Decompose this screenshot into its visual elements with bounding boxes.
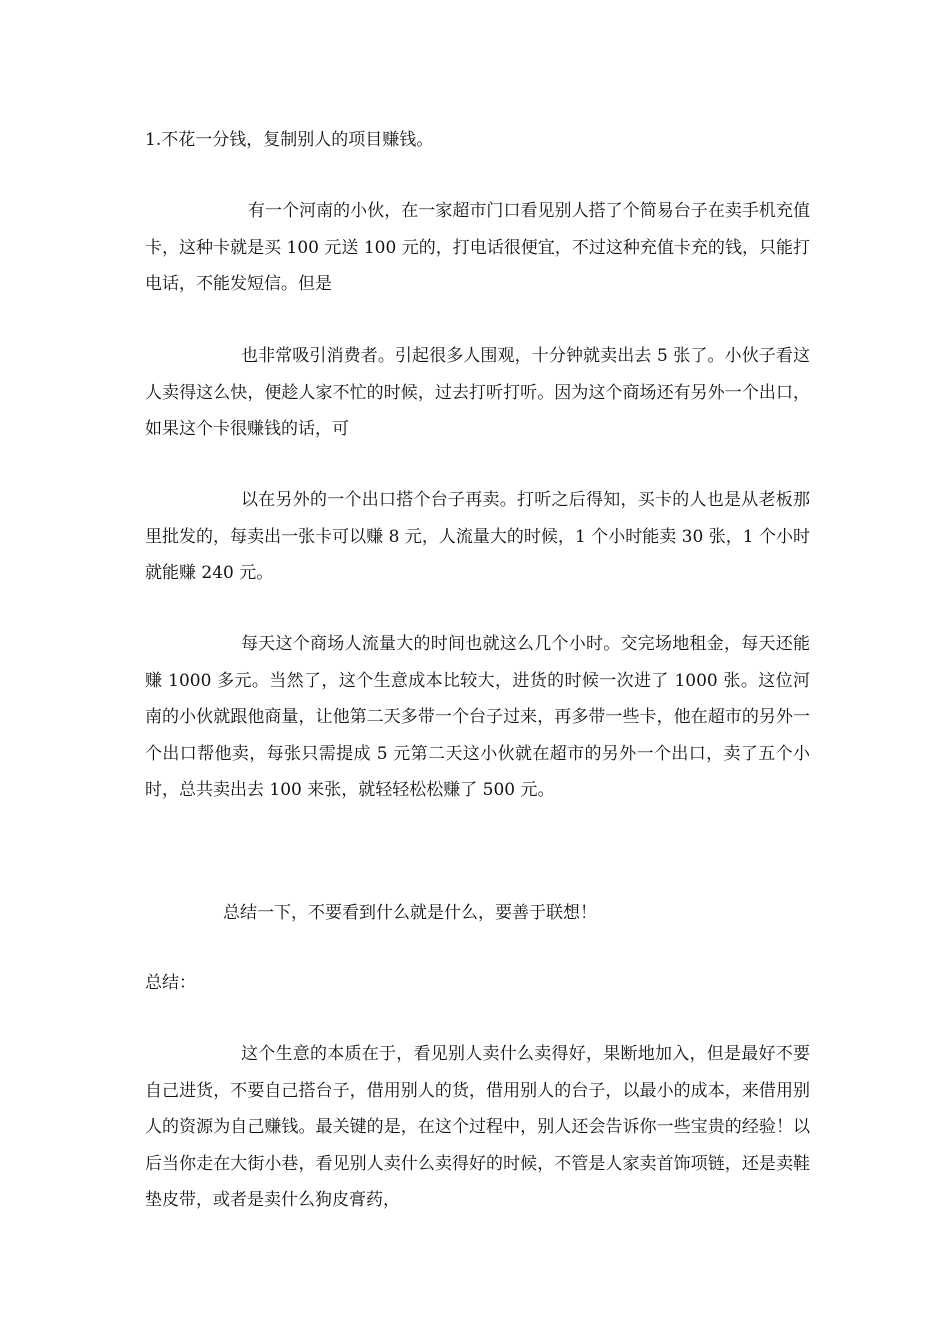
document-heading: 1.不花一分钱，复制别人的项目赚钱。 xyxy=(145,130,434,150)
summary-sentence: 总结一下，不要看到什么就是什么，要善于联想！ xyxy=(223,903,597,923)
paragraph-2: 也非常吸引消费者。引起很多人围观，十分钟就卖出去 5 张了。小伙子看这人卖得这么快，便趁人家不忙的时候，过去打听打听。因为这个商场还有另外一个出口，如果这个卡很赚钱的话，可 xyxy=(145,346,810,439)
paragraph-1: 有一个河南的小伙，在一家超市门口看见别人搭了个简易台子在卖手机充值卡，这种卡就是买 100 元送 100 元的，打电话很便宜，不过这种充值卡充的钱，只能打电话，不能发短信。但是 xyxy=(145,201,810,294)
summary-label: 总结： xyxy=(145,973,196,993)
summary-paragraph: 这个生意的本质在于，看见别人卖什么卖得好，果断地加入，但是最好不要自己进货，不要自己搭台子，借用别人的货，借用别人的台子，以最小的成本，来借用别人的资源为自己赚钱。最关键的是，在这个过程中，别人还会告诉你一些宝贵的经验！以后当你走在大街小巷，看见别人卖什么卖得好的时候，不管是人家卖首饰项链，还是卖鞋垫皮带，或者是卖什么狗皮膏药， xyxy=(145,1044,810,1210)
paragraph-3: 以在另外的一个出口搭个台子再卖。打听之后得知，买卡的人也是从老板那里批发的，每卖出一张卡可以赚 8 元，人流量大的时候，1 个小时能卖 30 张，1 个小时就能赚 240 元。 xyxy=(145,490,810,583)
paragraph-4: 每天这个商场人流量大的时间也就这么几个小时。交完场地租金，每天还能赚 1000 多元。当然了，这个生意成本比较大，进货的时候一次进了 1000 张。这位河南的小伙就跟他商量，让他第二天多带一个台子过来，再多带一些卡，他在超市的另外一个出口帮他卖，每张只需提成 5 元第二天这小伙就在超市的另外一个出口，卖了五个小时，总共卖出去 100 来张，就轻轻松松赚了 500 元。 xyxy=(145,634,810,800)
